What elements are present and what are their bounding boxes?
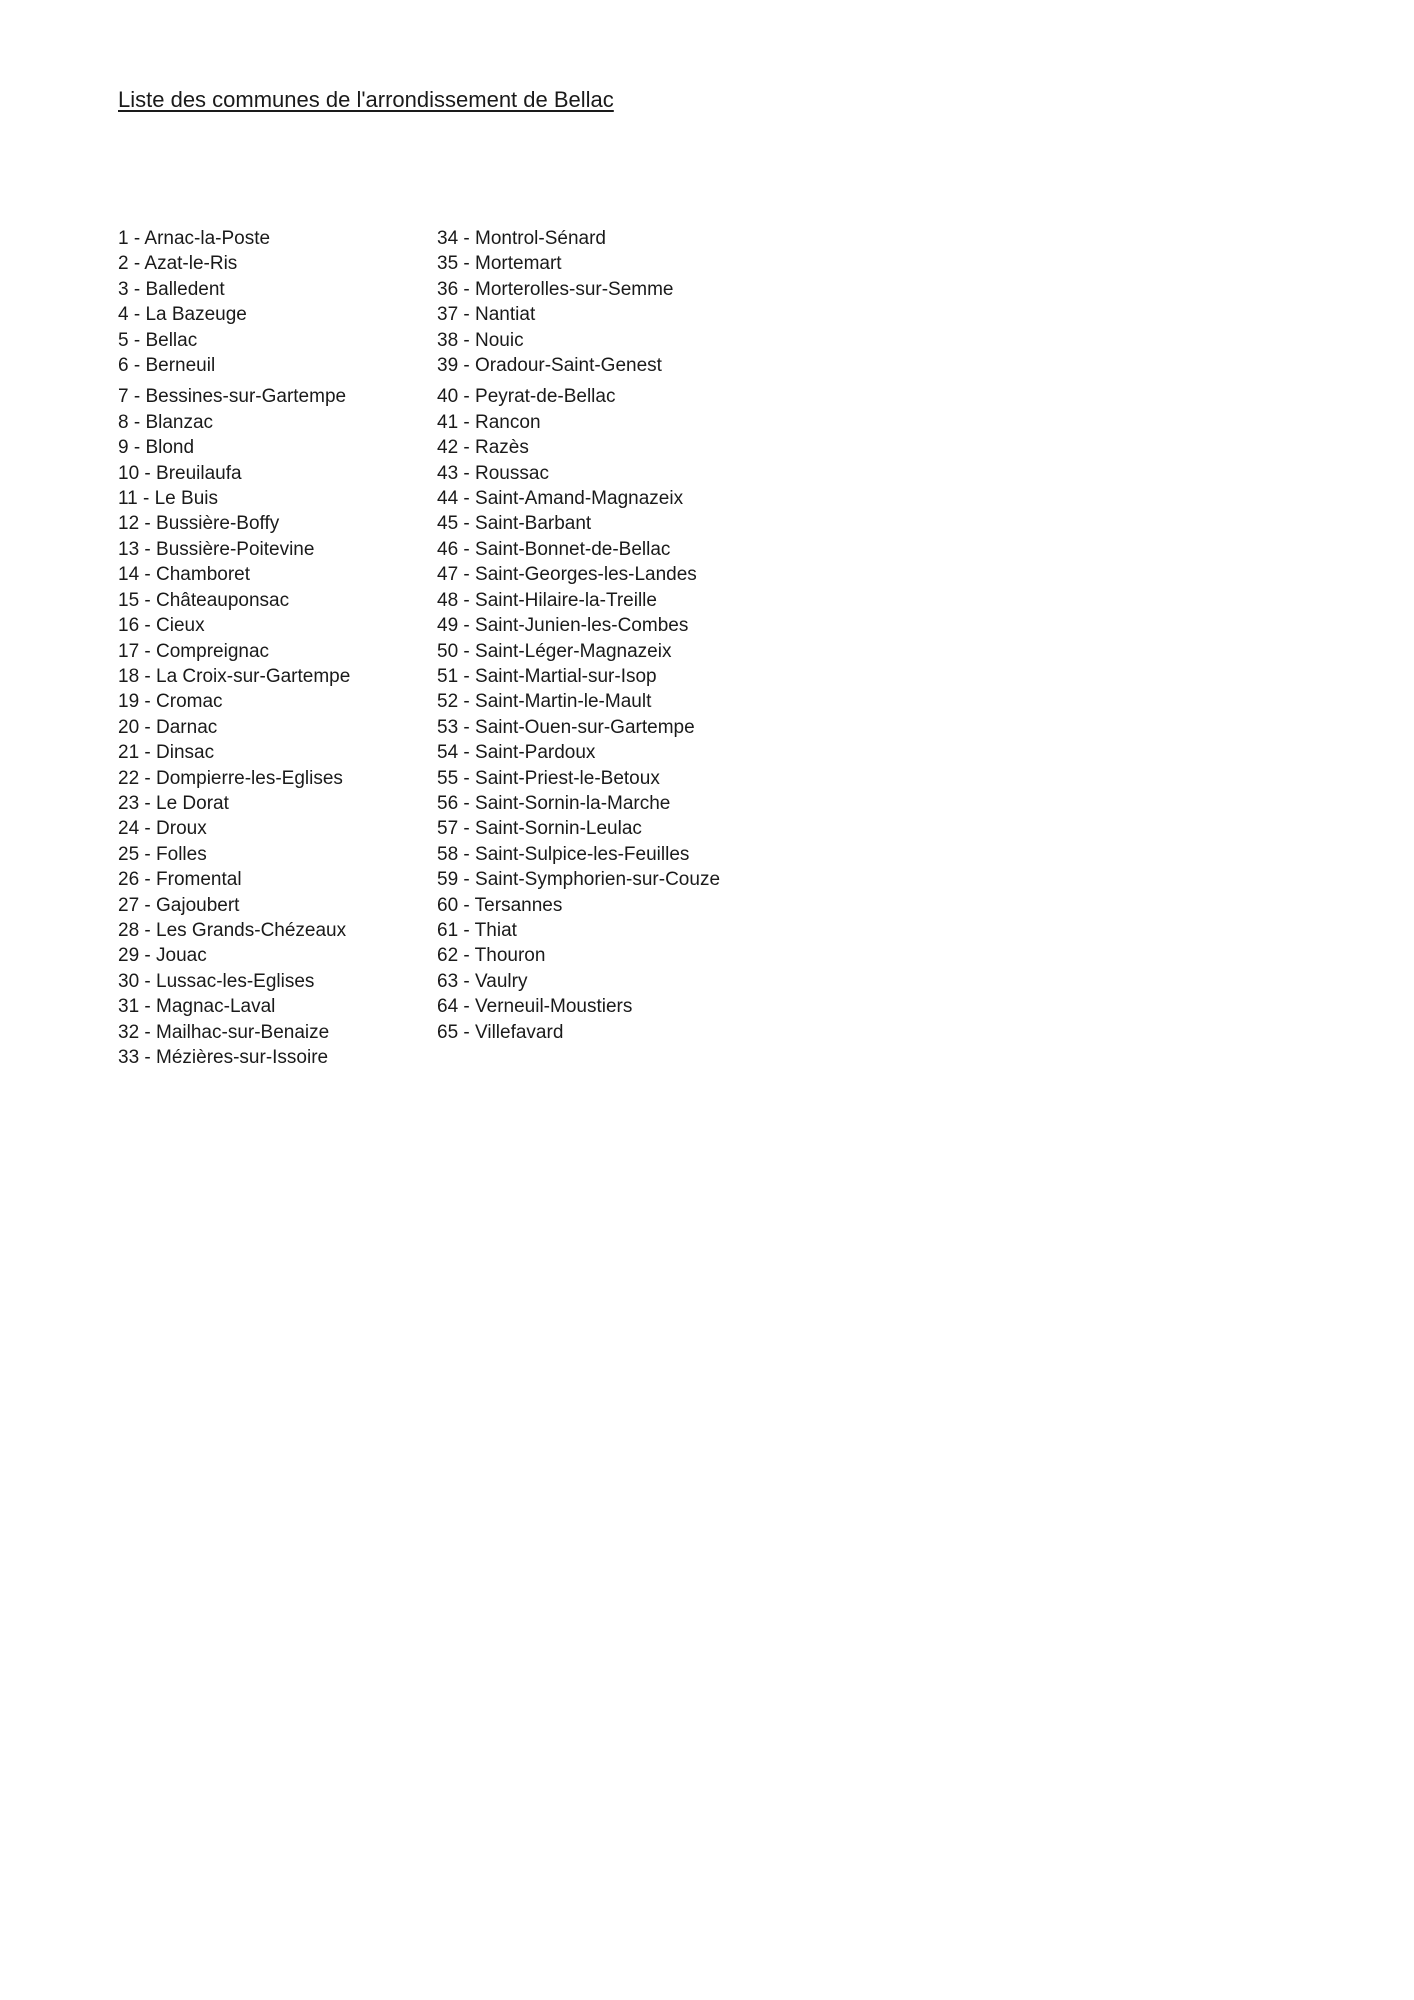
list-item: 31 - Magnac-Laval <box>118 996 276 1018</box>
commune-column-right <box>437 226 720 1045</box>
list-item: 65 - Villefavard <box>437 1021 564 1043</box>
list-item: 61 - Thiat <box>437 919 517 941</box>
list-item: 57 - Saint-Sornin-Leulac <box>437 818 642 840</box>
list-item: 26 - Fromental <box>118 869 242 891</box>
list-item: 49 - Saint-Junien-les-Combes <box>437 615 689 637</box>
list-item: 23 - Le Dorat <box>118 792 229 814</box>
list-item: 64 - Verneuil-Moustiers <box>437 996 633 1018</box>
list-item: 48 - Saint-Hilaire-la-Treille <box>437 589 657 611</box>
list-item: 18 - La Croix-sur-Gartempe <box>118 665 351 687</box>
list-item: 24 - Droux <box>118 818 207 840</box>
list-item: 11 - Le Buis <box>118 488 218 510</box>
list-item: 40 - Peyrat-de-Bellac <box>437 386 616 408</box>
list-item: 41 - Rancon <box>437 411 541 433</box>
list-item: 58 - Saint-Sulpice-les-Feuilles <box>437 843 690 865</box>
list-item: 45 - Saint-Barbant <box>437 513 592 535</box>
list-item: 47 - Saint-Georges-les-Landes <box>437 564 697 586</box>
list-item: 8 - Blanzac <box>118 411 214 433</box>
list-item: 30 - Lussac-les-Eglises <box>118 970 315 992</box>
list-item: 17 - Compreignac <box>118 640 270 662</box>
list-item: 55 - Saint-Priest-le-Betoux <box>437 767 660 789</box>
list-item: 35 - Mortemart <box>437 253 562 275</box>
list-item: 7 - Bessines-sur-Gartempe <box>118 386 347 408</box>
list-item: 15 - Châteauponsac <box>118 589 290 611</box>
commune-column-left <box>118 226 437 1070</box>
list-item: 4 - La Bazeuge <box>118 304 247 326</box>
list-item: 38 - Nouic <box>437 329 524 351</box>
list-item: 14 - Chamboret <box>118 564 251 586</box>
list-item: 36 - Morterolles-sur-Semme <box>437 278 674 300</box>
list-item: 51 - Saint-Martial-sur-Isop <box>437 665 657 687</box>
list-item: 5 - Bellac <box>118 329 198 351</box>
list-item: 43 - Roussac <box>437 462 549 484</box>
list-item: 42 - Razès <box>437 437 529 459</box>
list-item: 16 - Cieux <box>118 615 205 637</box>
list-item: 6 - Berneuil <box>118 355 216 377</box>
list-item: 50 - Saint-Léger-Magnazeix <box>437 640 672 662</box>
list-item: 9 - Blond <box>118 437 195 459</box>
list-item: 29 - Jouac <box>118 945 207 967</box>
list-item: 28 - Les Grands-Chézeaux <box>118 919 347 941</box>
list-item: 44 - Saint-Amand-Magnazeix <box>437 488 684 510</box>
list-item: 33 - Mézières-sur-Issoire <box>118 1047 329 1068</box>
list-item: 32 - Mailhac-sur-Benaize <box>118 1021 330 1043</box>
list-item: 63 - Vaulry <box>437 970 528 992</box>
list-item: 10 - Breuilaufa <box>118 462 242 484</box>
list-item: 2 - Azat-le-Ris <box>118 253 238 275</box>
list-item: 34 - Montrol-Sénard <box>437 228 606 249</box>
list-item: 13 - Bussière-Poitevine <box>118 538 315 560</box>
list-item: 19 - Cromac <box>118 691 223 713</box>
list-item: 1 - Arnac-la-Poste <box>118 228 271 249</box>
list-item: 3 - Balledent <box>118 278 225 300</box>
list-item: 59 - Saint-Symphorien-sur-Couze <box>437 869 721 891</box>
list-item: 53 - Saint-Ouen-sur-Gartempe <box>437 716 695 738</box>
list-item: 52 - Saint-Martin-le-Mault <box>437 691 652 713</box>
list-item: 54 - Saint-Pardoux <box>437 742 596 764</box>
list-item: 62 - Thouron <box>437 945 546 967</box>
list-item: 25 - Folles <box>118 843 207 865</box>
list-item: 12 - Bussière-Boffy <box>118 513 280 535</box>
commune-list <box>118 226 720 1070</box>
list-item: 39 - Oradour-Saint-Genest <box>437 355 662 377</box>
list-item: 22 - Dompierre-les-Eglises <box>118 767 343 789</box>
list-item: 27 - Gajoubert <box>118 894 240 916</box>
list-item: 37 - Nantiat <box>437 304 536 326</box>
page-title: Liste des communes de l'arrondissement de Bellac <box>118 86 614 112</box>
list-item: 56 - Saint-Sornin-la-Marche <box>437 792 671 814</box>
list-item: 21 - Dinsac <box>118 742 215 764</box>
list-item: 20 - Darnac <box>118 716 218 738</box>
list-item: 60 - Tersannes <box>437 894 563 916</box>
list-item: 46 - Saint-Bonnet-de-Bellac <box>437 538 671 560</box>
